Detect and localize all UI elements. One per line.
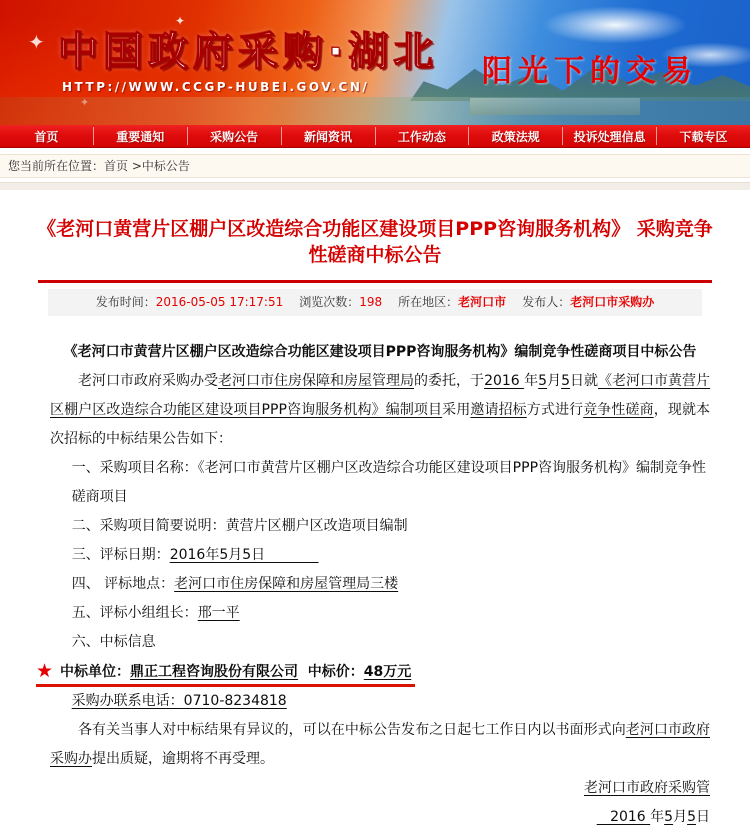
text-segment: 5 [687,809,696,825]
title-divider [38,280,712,283]
nav-item-1[interactable]: 重要通知 [116,129,165,144]
intro-paragraph [50,367,710,454]
text-segment: 各有关当事人对中标结果有异议的，可以在中标公告发布之日起七工作日内以书面形式向 [78,722,626,738]
meta-label: 发布人： [522,295,571,309]
breadcrumb-divider-band [0,182,750,190]
meta-value: 老河口市采购办 [570,295,655,309]
meta-group [398,295,506,309]
text-segment: 月 [547,373,562,389]
meta-value: 198 [359,295,383,309]
site-slogan: 阳光下的交易 [482,54,698,89]
breadcrumb-separator: > [128,159,142,173]
article-heading: 《老河口市黄营片区棚户区改造综合功能区建设项目PPP咨询服务机构》编制竞争性磋商项目中标公告 [63,344,697,360]
text-segment: 老河口市政府采购管 [584,780,710,796]
site-logo: 中国政府采购·湖北 [58,29,439,75]
banner-water-art [0,97,750,125]
meta-value: 2016-05-05 17:17:51 [155,295,284,309]
meta-label: 发布时间： [95,295,156,309]
text-segment: 邀请招标 [470,402,527,418]
text-segment: 采购办联系电话：0710-8234818 [71,693,287,709]
text-segment: 老河口市住房保障和房屋管理局 [218,373,415,389]
sparkle-icon: ✦ [28,30,45,54]
text-segment: 提出质疑，逾期将不再受理。 [92,751,274,767]
breadcrumb-area [0,154,750,190]
text-segment: 年 [524,373,539,389]
text-segment: 5 [561,373,571,389]
contact-phone-line [50,687,710,716]
text-segment: 2016 [484,373,525,389]
content [0,216,750,832]
text-segment: 采用 [442,402,471,418]
text-segment: 的委托，于 [414,373,485,389]
meta-group [522,295,654,309]
item-panel-leader [50,599,710,628]
item-evaluation-place [50,570,710,599]
text-segment: 日就 [570,373,599,389]
winner-line [36,657,411,687]
text-segment: 老河口市政府采购办 [50,722,711,767]
text-segment: 日 [696,809,710,825]
nav-item-3[interactable]: 新闻资讯 [304,129,353,144]
article-body [36,338,711,832]
text-segment: 老河口市政府采购办受 [78,373,219,389]
text-segment: 5 [664,809,674,825]
meta-group [96,295,283,309]
item-evaluation-date [50,541,710,570]
nav-item-0[interactable]: 首页 [34,129,59,144]
text-segment: 邢一平 [197,605,240,621]
nav-item-6[interactable]: 投诉处理信息 [573,129,646,144]
breadcrumb [0,154,750,178]
text-segment: 2016 [596,809,651,825]
date-line [50,803,710,832]
banner [0,0,750,125]
meta-label: 浏览次数： [299,295,360,309]
text-segment: 老河口市住房保障和房屋管理局三楼 [174,576,399,592]
text-segment: 5 [538,373,548,389]
text-segment: 五、评标小组组长： [71,605,198,621]
item-award-info [50,628,710,657]
nav-item-5[interactable]: 政策法规 [491,129,540,144]
meta-group [299,295,382,309]
text-segment: 年 [650,809,665,825]
text-segment: 三、评标日期： [71,547,170,563]
meta-bar [48,289,702,316]
text-segment: 月 [673,809,688,825]
meta-value: 老河口市 [458,295,507,309]
text-segment: 方式进行 [526,402,584,418]
star-icon: ★ [36,660,54,682]
sparkle-icon: ✦ [175,14,186,28]
text-segment: 四、 评标地点： [71,576,175,592]
main-nav [0,125,750,148]
text-segment: 2016年5月5日 [169,547,319,563]
meta-label: 所在地区： [398,295,459,309]
text-segment: 中标单位： [60,664,131,680]
breadcrumb-current: 中标公告 [141,159,190,173]
text-segment: 48万元 [363,664,412,680]
breadcrumb-home-link[interactable]: 首页 [104,159,129,173]
nav-item-4[interactable]: 工作动态 [397,129,446,144]
text-segment: 六、中标信息 [71,634,156,650]
nav-item-2[interactable]: 采购公告 [210,129,259,144]
signature-line [50,774,710,803]
site-url: HTTP://WWW.CCGP-HUBEI.GOV.CN/ [62,80,370,94]
text-segment: 竞争性磋商 [583,402,654,418]
text-segment: 《老河口市黄营片区棚户区改造综合功能区建设项目PPP咨询服务机构》编制项目 [50,373,711,418]
item-project-name [50,454,710,512]
text-segment: 一、采购项目名称：《老河口市黄营片区棚户区改造综合功能区建设项目PPP咨询服务机构》编制竞争性磋商项目 [71,460,707,505]
breadcrumb-prefix: 您当前所在位置： [8,159,105,173]
text-segment: 鼎正工程咨询股份有限公司 [130,664,299,680]
nav-item-7[interactable]: 下载专区 [679,129,728,144]
objection-paragraph [50,716,710,774]
text-segment: 二、采购项目简要说明：黄营片区棚户区改造项目编制 [71,518,408,534]
item-project-summary [50,512,710,541]
text-segment: 中标价： [298,664,364,680]
text-segment: ，现就本次招标的中标结果公告如下： [50,402,711,447]
page-title: 《老河口黄营片区棚户区改造综合功能区建设项目PPP咨询服务机构》 采购竞争性磋商中标公告 [37,218,713,266]
